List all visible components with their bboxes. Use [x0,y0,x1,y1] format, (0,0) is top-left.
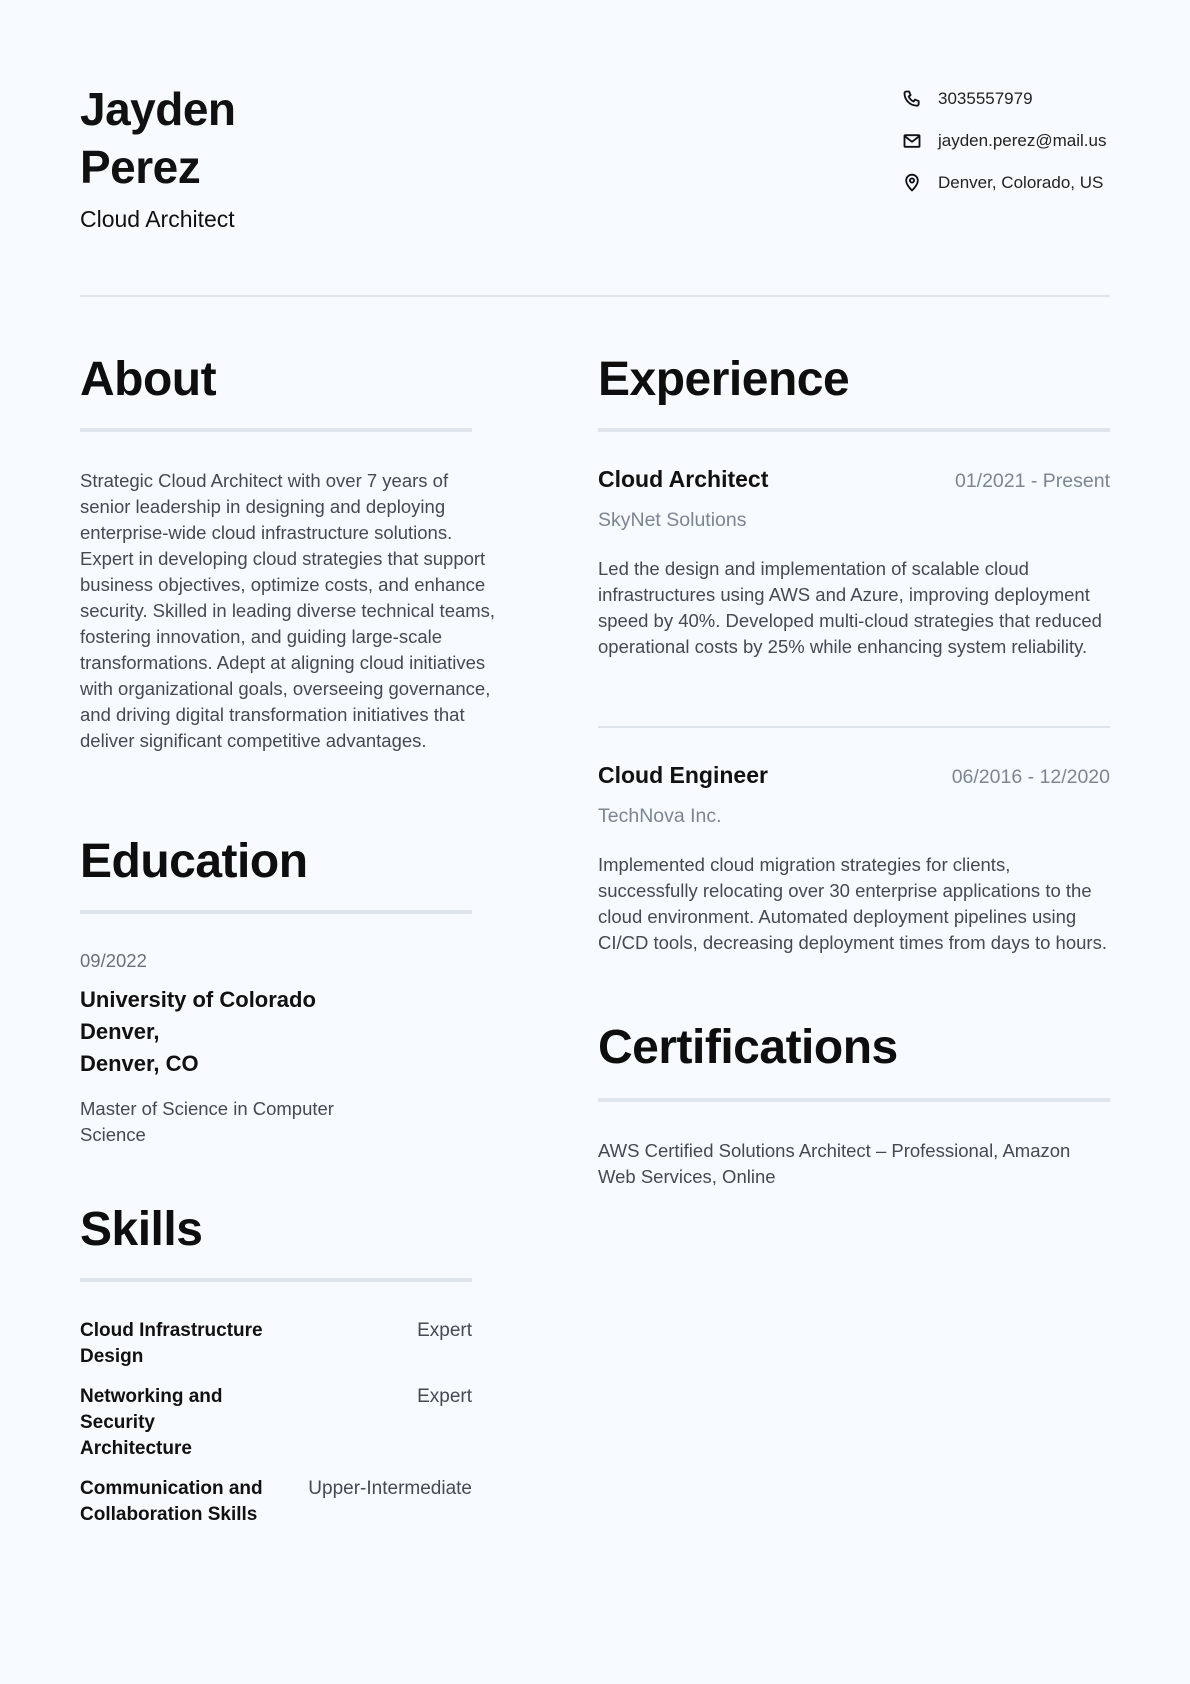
experience-company: SkyNet Solutions [598,509,747,531]
skill-level: Upper-Intermediate [308,1478,472,1499]
skill-level: Expert [417,1386,472,1407]
about-heading: About [80,353,217,406]
skill-item [80,1318,472,1370]
contact-email [900,120,1110,162]
skills-heading: Skills [80,1203,203,1256]
experience-dates: 06/2016 - 12/2020 [951,766,1110,788]
phone-icon [900,87,924,111]
experience-divider [598,428,1110,432]
experience-item-divider [598,726,1110,728]
last-name: Perez [80,141,201,193]
experience-header [598,762,1110,789]
skill-name: Cloud Infrastructure Design [80,1320,263,1367]
contact-location [900,162,1110,204]
skill-item [80,1476,472,1528]
education-school [80,984,460,1080]
experience-role: Cloud Architect [598,466,769,492]
experience-header [598,466,1110,493]
skill-name: Communication and Collaboration Skills [80,1478,263,1525]
skill-item [80,1384,472,1462]
experience-description: Implemented cloud migration strategies for clients, successfully relocating over 30 enterprise applications to the cloud environment. Automated deployment pipelines using CI/CD tools, decreasing deployment times from days to hours. [598,854,1107,953]
contact-phone [900,78,1110,120]
experience-company: TechNova Inc. [598,805,722,827]
education-divider [80,910,472,914]
location-text: Denver, Colorado, US [938,173,1104,192]
experience-item [598,466,1110,660]
school-line: Denver, [80,1019,160,1044]
experience-dates: 01/2021 - Present [954,470,1110,492]
header-divider [80,295,1110,297]
about-text: Strategic Cloud Architect with over 7 years of senior leadership in designing and deploying enterprise-wide cloud infrastructure solutions. Expert in developing cloud strategies that support business objectives, optimize costs, and enhance security. Skilled in leading diverse technical teams, fostering innovation, and guiding large-scale transformations. Adept at aligning cloud initiatives with organizational goals, overseeing governance, and driving digital transformation initiatives that deliver significant competitive advantages. [80,470,496,751]
candidate-title: Cloud Architect [80,206,235,232]
experience-description: Led the design and implementation of scalable cloud infrastructures using AWS and Azure, improving deployment speed by 40%. Developed multi-cloud strategies that reduced operational costs by 25% while enhancing system reliability. [598,558,1102,657]
contact-list [900,78,1110,204]
skills-list [80,1318,472,1542]
education-date: 09/2022 [80,950,147,971]
experience-heading: Experience [598,353,850,406]
certifications-divider [598,1098,1110,1102]
experience-item [598,762,1110,956]
skills-divider [80,1278,472,1282]
mail-icon [900,129,924,153]
education-heading: Education [80,835,308,888]
school-line: Denver, CO [80,1051,199,1076]
certification-item: AWS Certified Solutions Architect – Professional, Amazon Web Services, Online [598,1140,1071,1187]
skill-level: Expert [417,1320,472,1341]
about-divider [80,428,472,432]
phone-number[interactable]: 3035557979 [938,89,1033,108]
first-name: Jayden [80,83,236,135]
location-pin-icon [900,171,924,195]
experience-role: Cloud Engineer [598,762,768,788]
email-address[interactable]: jayden.perez@mail.us [938,131,1107,150]
candidate-name [80,80,236,196]
education-degree: Master of Science in Computer Science [80,1098,334,1145]
school-line: University of Colorado [80,987,316,1012]
skill-name: Networking and Security Architecture [80,1386,223,1459]
certifications-heading: Certifications [598,1021,898,1074]
